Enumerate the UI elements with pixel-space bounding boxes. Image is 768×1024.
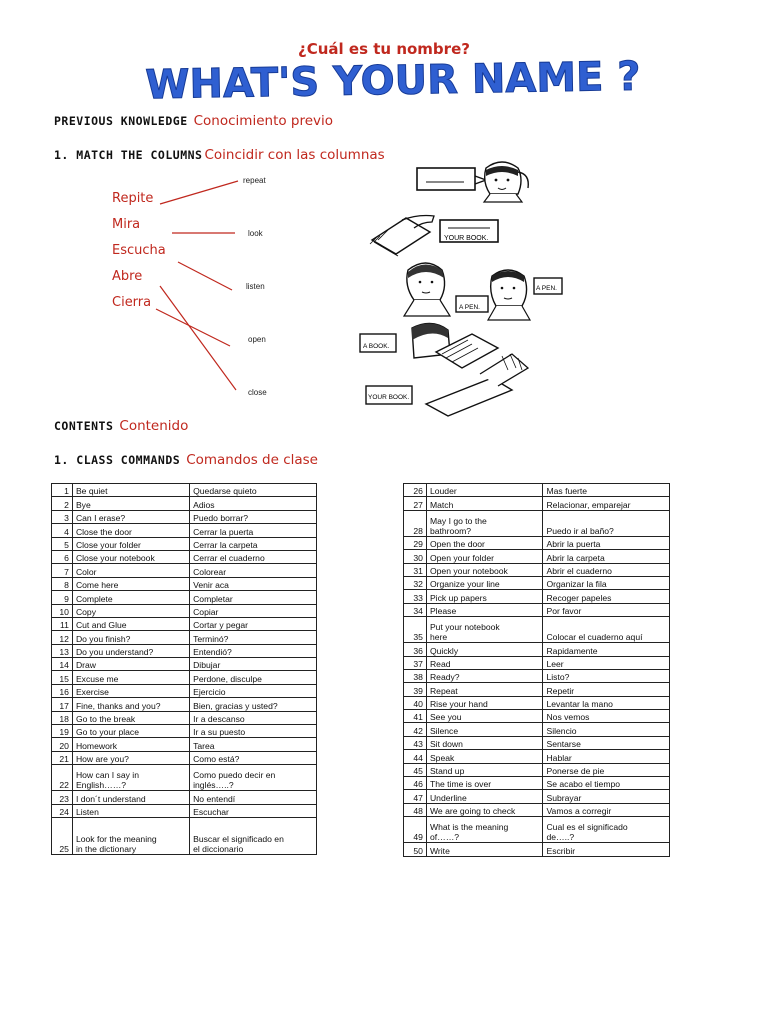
row-number: 9 [52,591,73,604]
table-row [52,804,317,817]
row-english: Complete [72,591,189,604]
hand-on-book-icon [370,216,434,257]
table-row [52,524,317,537]
row-number: 46 [404,777,427,790]
contents-label-es: Contenido [119,418,189,434]
classroom-illustration [352,158,564,420]
table-row [52,751,317,764]
table-row [52,698,317,711]
row-number: 6 [52,550,73,563]
row-english: Quickly [426,643,543,656]
row-number: 35 [404,617,427,643]
row-english: Color [72,564,189,577]
row-number: 15 [52,671,73,684]
row-number: 49 [404,817,427,843]
table-row [52,564,317,577]
row-english: Do you understand? [72,644,189,657]
row-number: 8 [52,577,73,590]
row-spanish: Nos vemos [543,710,670,723]
match-line-4 [160,286,236,390]
table-row [404,723,670,736]
row-english: Silence [426,723,543,736]
row-number: 48 [404,803,427,816]
row-number: 33 [404,590,427,603]
row-number: 18 [52,711,73,724]
row-english: May I go to the bathroom? [426,510,543,536]
table-row [404,643,670,656]
row-english: Be quiet [72,484,189,497]
row-english: Match [426,497,543,510]
picture-card-1: YOUR BOOK. [444,235,489,242]
row-spanish: Terminó? [190,631,317,644]
row-spanish: Cortar y pegar [190,617,317,630]
row-number: 27 [404,497,427,510]
row-number: 12 [52,631,73,644]
table-row [404,777,670,790]
row-spanish: Puedo ir al baño? [543,510,670,536]
row-spanish: Rapidamente [543,643,670,656]
row-spanish: Tarea [190,738,317,751]
row-english: Homework [72,738,189,751]
table-row [52,550,317,563]
row-number: 17 [52,698,73,711]
table-row [52,658,317,671]
row-spanish: Se acabo el tiempo [543,777,670,790]
row-spanish: Cerrar la puerta [190,524,317,537]
row-number: 45 [404,763,427,776]
row-english: Louder [426,484,543,497]
row-number: 25 [52,817,73,854]
row-spanish: Hablar [543,750,670,763]
match-columns-heading [54,147,385,163]
table-row [404,696,670,709]
row-number: 43 [404,736,427,749]
table-row [52,765,317,791]
row-english: Open the door [426,536,543,549]
row-spanish: Mas fuerte [543,484,670,497]
row-spanish: Repetir [543,683,670,696]
row-english: Come here [72,577,189,590]
row-spanish: Buscar el significado en el diccionario [190,817,317,854]
picture-card-5: YOUR BOOK. [368,394,410,401]
row-english: Speak [426,750,543,763]
row-number: 3 [52,510,73,523]
table-row [52,484,317,497]
row-number: 32 [404,576,427,589]
row-spanish: Copiar [190,604,317,617]
table-row [404,683,670,696]
row-english: Copy [72,604,189,617]
picture-card-2: A PEN. [459,304,480,311]
table-row [404,550,670,563]
row-english: Read [426,656,543,669]
row-number: 50 [404,843,427,856]
spanish-word-repite: Repite [112,191,154,206]
row-number: 40 [404,696,427,709]
contents-heading [54,418,188,434]
row-english: Draw [72,658,189,671]
row-english: The time is over [426,777,543,790]
row-english: Organize your line [426,576,543,589]
row-number: 37 [404,656,427,669]
speech-bubble-icon [417,168,475,190]
row-english: Exercise [72,684,189,697]
match-line-1 [160,181,238,204]
table-row [404,590,670,603]
row-number: 13 [52,644,73,657]
boy-face-icon [488,270,530,320]
row-number: 16 [52,684,73,697]
match-columns-label-es: Coincidir con las columnas [204,147,385,163]
row-english: See you [426,710,543,723]
table-row [52,591,317,604]
picture-card-3: A PEN. [536,285,557,292]
class-commands-label-es: Comandos de clase [186,452,318,468]
row-spanish: Listo? [543,669,670,682]
row-number: 44 [404,750,427,763]
table-row [404,669,670,682]
class-commands-heading [54,452,318,468]
row-number: 23 [52,791,73,804]
row-number: 21 [52,751,73,764]
contents-label: CONTENTS [54,419,114,433]
row-spanish: Silencio [543,723,670,736]
row-spanish: Leer [543,656,670,669]
row-spanish: Como puedo decir en inglés…..? [190,765,317,791]
row-english: Write [426,843,543,856]
row-english: Pick up papers [426,590,543,603]
row-english: How are you? [72,751,189,764]
row-spanish: Como está? [190,751,317,764]
table-row [404,576,670,589]
row-english: Close your notebook [72,550,189,563]
table-row [404,736,670,749]
row-english: Rise your hand [426,696,543,709]
table-row [404,710,670,723]
row-english: Sit down [426,736,543,749]
table-row [52,510,317,523]
row-number: 11 [52,617,73,630]
row-spanish: Relacionar, emparejar [543,497,670,510]
table-row [52,671,317,684]
row-english: Underline [426,790,543,803]
row-spanish: Levantar la mano [543,696,670,709]
row-spanish: Abrir la puerta [543,536,670,549]
spanish-word-abre: Abre [112,269,143,284]
row-english: Listen [72,804,189,817]
row-number: 30 [404,550,427,563]
row-number: 42 [404,723,427,736]
row-number: 7 [52,564,73,577]
match-line-3 [178,262,232,290]
matching-lines [150,170,250,400]
class-commands-label: 1. CLASS COMMANDS [54,453,181,467]
row-english: Fine, thanks and you? [72,698,189,711]
table-row [52,725,317,738]
row-english: Do you finish? [72,631,189,644]
row-number: 28 [404,510,427,536]
row-english: Can I erase? [72,510,189,523]
row-spanish: Cerrar la carpeta [190,537,317,550]
table-row [404,563,670,576]
row-spanish: Perdone, disculpe [190,671,317,684]
row-spanish: Abrir la carpeta [543,550,670,563]
row-number: 34 [404,603,427,616]
row-spanish: Recoger papeles [543,590,670,603]
picture-card-4: A BOOK. [363,343,390,350]
table-row [404,617,670,643]
previous-knowledge-label-es: Conocimiento previo [193,113,334,129]
table-row [404,763,670,776]
english-word-listen: listen [246,282,265,291]
page-subtitle: ¿Cuál es tu nombre? [298,40,470,58]
row-number: 47 [404,790,427,803]
table-row [404,790,670,803]
row-english: Go to your place [72,725,189,738]
table-row [52,791,317,804]
table-row [404,656,670,669]
row-english: Excuse me [72,671,189,684]
english-word-look: look [248,229,263,238]
row-number: 31 [404,563,427,576]
table-row [52,738,317,751]
row-number: 41 [404,710,427,723]
table-row [404,603,670,616]
row-number: 29 [404,536,427,549]
spanish-word-mira: Mira [112,217,141,232]
table-row [404,497,670,510]
table-row [52,604,317,617]
row-number: 39 [404,683,427,696]
row-number: 1 [52,484,73,497]
row-english: Close your folder [72,537,189,550]
table-row [52,711,317,724]
row-spanish: Por favor [543,603,670,616]
table-row [404,484,670,497]
table-row [52,577,317,590]
row-spanish: Escribir [543,843,670,856]
table-row [404,803,670,816]
row-english: Look for the meaning in the dictionary [72,817,189,854]
row-spanish: Ponerse de pie [543,763,670,776]
row-number: 24 [52,804,73,817]
table-row [52,644,317,657]
row-spanish: Cerrar el cuaderno [190,550,317,563]
commands-table-left [51,483,317,855]
row-english: What is the meaning of……? [426,817,543,843]
row-number: 26 [404,484,427,497]
row-english: I don´t understand [72,791,189,804]
table-row [52,817,317,854]
row-spanish: Venir aca [190,577,317,590]
hand-closing-book-icon [426,354,528,416]
row-english: Please [426,603,543,616]
row-english: Close the door [72,524,189,537]
english-word-repeat: repeat [243,176,266,185]
row-number: 14 [52,658,73,671]
table-row [404,843,670,856]
row-spanish: Puedo borrar? [190,510,317,523]
row-english: Repeat [426,683,543,696]
row-number: 19 [52,725,73,738]
row-english: Go to the break [72,711,189,724]
row-spanish: Adios [190,497,317,510]
row-number: 4 [52,524,73,537]
row-spanish: Dibujar [190,658,317,671]
row-english: We are going to check [426,803,543,816]
table-row [52,617,317,630]
page-title-text: WHAT'S YOUR NAME ? [145,53,641,109]
row-spanish: Entendió? [190,644,317,657]
row-spanish: Ejercicio [190,684,317,697]
table-row [404,817,670,843]
spanish-word-cierra: Cierra [112,295,152,310]
row-spanish: Subrayar [543,790,670,803]
table-row [404,536,670,549]
girl-face-icon [484,162,528,202]
row-number: 22 [52,765,73,791]
row-english: Put your notebook here [426,617,543,643]
row-spanish: No entendí [190,791,317,804]
match-line-5 [156,309,230,346]
row-spanish: Abrir el cuaderno [543,563,670,576]
spanish-word-escucha: Escucha [112,243,166,258]
row-spanish: Colocar el cuaderno aquí [543,617,670,643]
row-spanish: Bien, gracias y usted? [190,698,317,711]
row-spanish: Completar [190,591,317,604]
row-number: 20 [52,738,73,751]
row-number: 10 [52,604,73,617]
row-spanish: Escuchar [190,804,317,817]
english-word-open: open [248,335,266,344]
row-spanish: Ir a descanso [190,711,317,724]
row-english: Stand up [426,763,543,776]
table-row [52,684,317,697]
commands-table-right [403,483,670,857]
row-spanish: Colorear [190,564,317,577]
previous-knowledge-label: PREVIOUS KNOWLEDGE [54,114,188,128]
row-english: How can I say in English……? [72,765,189,791]
table-row [52,631,317,644]
row-number: 38 [404,669,427,682]
row-number: 2 [52,497,73,510]
match-columns-label: 1. MATCH THE COLUMNS [54,148,203,162]
table-row [404,510,670,536]
english-word-close: close [248,388,267,397]
row-spanish: Cual es el significado de…..? [543,817,670,843]
woman-face-icon [404,263,450,316]
row-english: Ready? [426,669,543,682]
table-row [404,750,670,763]
row-spanish: Quedarse quieto [190,484,317,497]
page-title [145,52,641,109]
row-number: 36 [404,643,427,656]
row-english: Bye [72,497,189,510]
row-english: Open your notebook [426,563,543,576]
row-spanish: Organizar la fila [543,576,670,589]
row-number: 5 [52,537,73,550]
reading-person-icon [412,323,498,368]
row-english: Cut and Glue [72,617,189,630]
row-spanish: Vamos a corregir [543,803,670,816]
table-row [52,537,317,550]
previous-knowledge-heading [54,113,333,129]
row-spanish: Ir a su puesto [190,725,317,738]
row-spanish: Sentarse [543,736,670,749]
row-english: Open your folder [426,550,543,563]
table-row [52,497,317,510]
